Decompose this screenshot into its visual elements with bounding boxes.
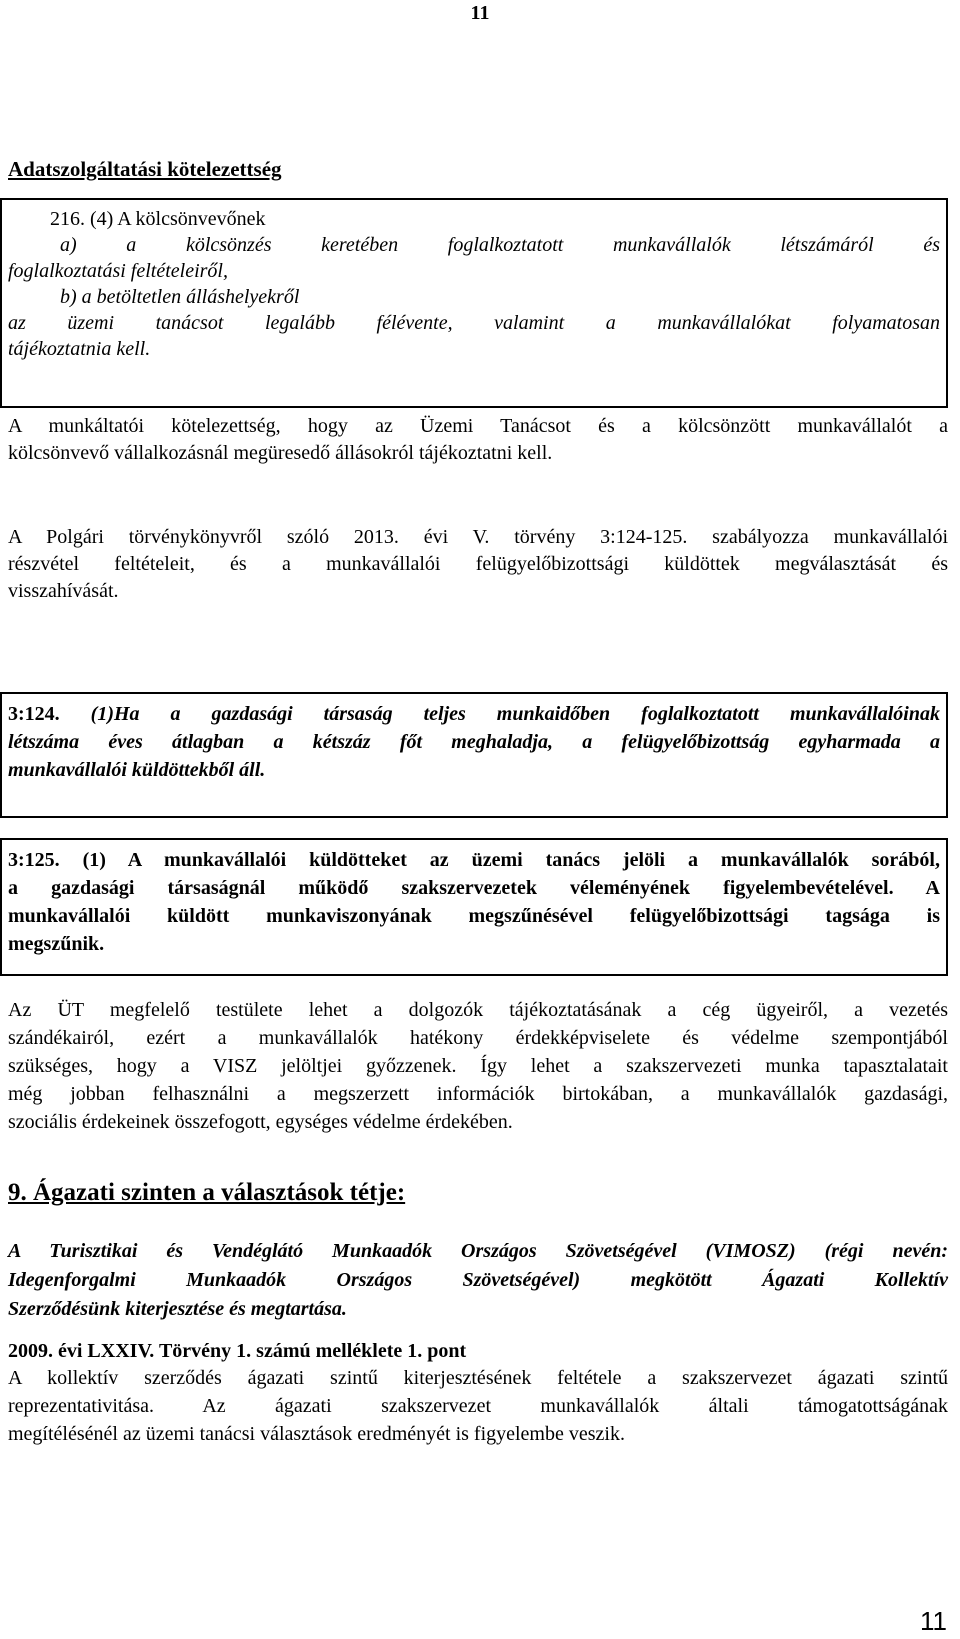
paragraph-vimosz (8, 1237, 948, 1324)
paragraph-works-council (8, 996, 948, 1136)
para3-line4: még jobban felhasználni a megszerzett információk birtokában, a munkavállalók gazdasági, (8, 1083, 948, 1105)
box3-line4: megszűnik. (8, 933, 105, 955)
para1-line1: A munkáltatói kötelezettség, hogy az Üzemi Tanácsot és a kölcsönzött munkavállalót a (8, 415, 948, 437)
box2-line2: létszáma éves átlagban a kétszáz főt meghaladja, a felügyelőbizottság egyharmada a (8, 731, 940, 753)
quote-box-216 (0, 198, 948, 408)
para3-line3: szükséges, hogy a VISZ jelöltjei győzzenek. Így lehet a szakszervezeti munka tapasztalatait (8, 1055, 948, 1077)
para4-line1: A Turisztikai és Vendéglátó Munkaadók Országos Szövetségével (VIMOSZ) (régi nevén: (8, 1240, 948, 1262)
box3-line2: a gazdasági társaságnál működő szakszervezetek véleményének figyelembevételével. A (8, 877, 940, 899)
box2-label: 3:124. (8, 703, 91, 725)
quote-box-3-125 (0, 838, 948, 976)
paragraph-employer-obligation (8, 413, 948, 467)
box2-line3: munkavállalói küldöttekből áll. (8, 759, 266, 781)
box1-line2: a) a kölcsönzés keretében foglalkoztatott munkavállalók létszámáról és (60, 234, 940, 256)
para5-line1: A kollektív szerződés ágazati szintű kiterjesztésének feltétele a szakszervezet ágazati szintű (8, 1367, 948, 1389)
section-heading-9: 9. Ágazati szinten a választások tétje: (8, 1179, 406, 1206)
box3-line1-text: (1) A munkavállalói küldötteket az üzemi tanács jelöli a munkavállalók sorából, (82, 849, 940, 871)
quote-box-3-124 (0, 692, 948, 818)
box1-line3: foglalkoztatási feltételeiről, (8, 260, 228, 282)
box1-line1: 216. (4) A kölcsönvevőnek (50, 208, 266, 230)
box1-line6: tájékoztatnia kell. (8, 338, 151, 360)
box1-line4: b) a betöltetlen álláshelyekről (60, 286, 300, 308)
para2-line1: A Polgári törvénykönyvről szóló 2013. évi V. törvény 3:124-125. szabályozza munkavállalói (8, 526, 948, 548)
page-number-bottom: 11 (920, 1606, 947, 1636)
box2-line1 (8, 700, 940, 728)
para1-line2: kölcsönvevő vállalkozásnál megüresedő állásokról tájékoztatni kell. (8, 442, 553, 464)
box3-line3: munkavállalói küldött munkaviszonyának megszűnésével felügyelőbizottsági tagsága is (8, 905, 940, 927)
para3-line2: szándékairól, ezért a munkavállalók hatékony érdekképviselete és védelme szempontjából (8, 1027, 948, 1049)
paragraph-civil-code (8, 524, 948, 605)
para2-line3: visszahívását. (8, 580, 119, 602)
para5-line3: megítélésénél az üzemi tanácsi választások eredményét is figyelembe veszik. (8, 1423, 625, 1445)
page-number-top: 11 (470, 2, 490, 24)
para2-line2: részvétel feltételeit, és a munkavállalói felügyelőbizottsági küldöttek megválasztását és (8, 553, 948, 575)
para3-line5: szociális érdekeinek összefogott, egységes védelme érdekében. (8, 1111, 513, 1133)
para5-line2: reprezentativitása. Az ágazati szakszervezet munkavállalók általi támogatottságának (8, 1395, 948, 1417)
law-reference: 2009. évi LXXIV. Törvény 1. számú melléklete 1. pont (8, 1340, 467, 1362)
para4-line2: Idegenforgalmi Munkaadók Országos Szövetségével) megkötött Ágazati Kollektív (8, 1269, 948, 1291)
box3-label: 3:125. (8, 849, 83, 871)
paragraph-collective-agreement (8, 1364, 948, 1448)
para3-line1: Az ÜT megfelelő testülete lehet a dolgozók tájékoztatásának a cég ügyeiről, a vezetés (8, 999, 948, 1021)
box3-line1 (8, 846, 940, 874)
section-heading: Adatszolgáltatási kötelezettség (8, 157, 282, 181)
box2-line1-text: (1)Ha a gazdasági társaság teljes munkaidőben foglalkoztatott munkavállalóinak (90, 703, 940, 725)
para4-line3: Szerződésünk kiterjesztése és megtartása. (8, 1298, 347, 1320)
box1-line5: az üzemi tanácsot legalább félévente, valamint a munkavállalókat folyamatosan (8, 312, 940, 334)
